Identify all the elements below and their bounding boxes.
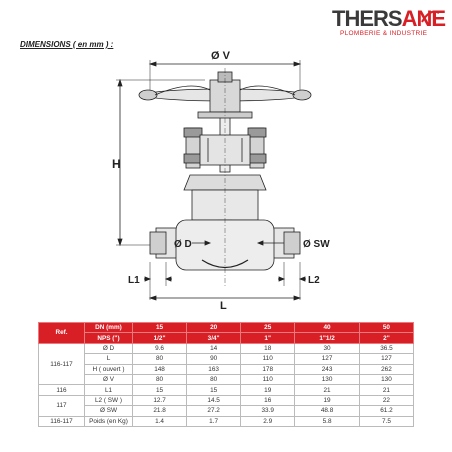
header-dn-value: 20 [187,323,241,333]
row-ref: 116-117 [39,416,85,426]
table-row [39,416,414,426]
row-label: Ø D [85,343,133,353]
label-v: Ø V [211,50,230,62]
cell: 15 [187,385,241,395]
cell: 30 [295,343,360,353]
table-row [39,374,414,384]
row-label: Ø SW [85,406,133,416]
brand-logo [332,8,444,42]
header-nps-value: 1/2" [133,333,187,343]
cell: 2.9 [241,416,295,426]
row-label: Ø V [85,374,133,384]
header-nps-value: 1" [241,333,295,343]
cell: 130 [295,374,360,384]
cell: 36.5 [359,343,413,353]
cell: 243 [295,364,360,374]
label-h: H [112,157,121,171]
cell: 5.8 [295,416,360,426]
cell: 19 [241,385,295,395]
brand-swoosh-icon [420,10,440,24]
table-row [39,364,414,374]
header-ref: Ref. [39,323,85,344]
cell: 33.9 [241,406,295,416]
cell: 22 [359,395,413,405]
dimensions-title: DIMENSIONS ( en mm ) : [20,40,114,49]
header-dn-label: DN (mm) [85,323,133,333]
cell: 27.2 [187,406,241,416]
cell: 14.5 [187,395,241,405]
table-header-row-nps [39,333,414,343]
table-header-row-dn [39,323,414,333]
row-ref: 116-117 [39,343,85,385]
cell: 21.8 [133,406,187,416]
header-nps-value: 2" [359,333,413,343]
cell: 48.8 [295,406,360,416]
cell: 61.2 [359,406,413,416]
table-row [39,395,414,405]
row-ref: 116 [39,385,85,395]
cell: 1.4 [133,416,187,426]
label-d: Ø D [174,239,192,250]
cell: 16 [241,395,295,405]
table-row [39,354,414,364]
cell: 80 [187,374,241,384]
cell: 9.6 [133,343,187,353]
row-label: L2 ( SW ) [85,395,133,405]
header-nps-value: 1"1/2 [295,333,360,343]
cell: 14 [187,343,241,353]
dimensions-table [38,322,414,427]
header-dn-value: 50 [359,323,413,333]
cell: 110 [241,354,295,364]
header-dn-value: 40 [295,323,360,333]
cell: 178 [241,364,295,374]
valve-technical-drawing [110,50,340,310]
cell: 80 [133,374,187,384]
cell: 163 [187,364,241,374]
row-label: L1 [85,385,133,395]
cell: 1.7 [187,416,241,426]
cell: 7.5 [359,416,413,426]
cell: 130 [359,374,413,384]
cell: 110 [241,374,295,384]
row-ref: 117 [39,395,85,416]
label-l2: L2 [308,275,320,286]
header-nps-value: 3/4" [187,333,241,343]
cell: 21 [359,385,413,395]
label-l: L [220,300,227,310]
row-label: L [85,354,133,364]
header-dn-value: 25 [241,323,295,333]
row-label: H ( ouvert ) [85,364,133,374]
cell: 90 [187,354,241,364]
cell: 21 [295,385,360,395]
label-l1: L1 [128,275,140,286]
brand-tagline: PLOMBERIE & INDUSTRIE [340,30,428,37]
cell: 18 [241,343,295,353]
cell: 148 [133,364,187,374]
brand-name: THERSANE [332,6,446,31]
cell: 12.7 [133,395,187,405]
cell: 19 [295,395,360,405]
header-nps-label: NPS (") [85,333,133,343]
cell: 80 [133,354,187,364]
cell: 127 [359,354,413,364]
header-dn-value: 15 [133,323,187,333]
cell: 15 [133,385,187,395]
table-row [39,343,414,353]
row-label: Poids (en Kg) [85,416,133,426]
cell: 127 [295,354,360,364]
label-sw: Ø SW [303,239,330,250]
table-row [39,406,414,416]
table-row [39,385,414,395]
cell: 262 [359,364,413,374]
